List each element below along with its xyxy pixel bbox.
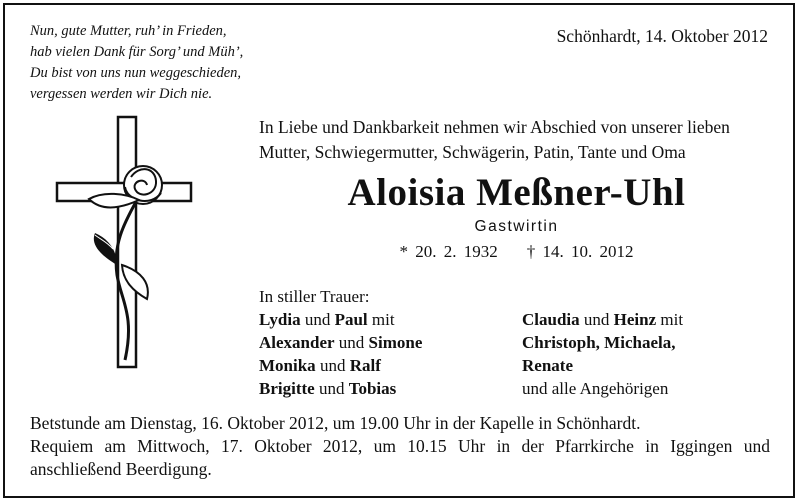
mourner-line: Claudia und Heinz mit bbox=[522, 310, 684, 329]
intro-line: In Liebe und Dankbarkeit nehmen wir Abschied von unserer lieben bbox=[259, 117, 730, 137]
mourners-right bbox=[522, 308, 683, 400]
poem-line: Du bist von uns nun weggeschieden, bbox=[30, 65, 242, 81]
mourning-intro: In stiller Trauer: bbox=[259, 287, 370, 306]
life-dates: * 20. 2. 1932 † 14. 10. 2012 bbox=[399, 242, 634, 261]
poem bbox=[30, 21, 243, 105]
mourner-line: Brigitte und Tobias bbox=[259, 379, 397, 398]
poem-line: hab vielen Dank für Sorg’ und Müh’, bbox=[30, 44, 244, 60]
mourner-line: Alexander und Simone bbox=[259, 333, 423, 352]
mourners-left bbox=[259, 285, 422, 400]
cross-with-rose-icon bbox=[55, 115, 215, 375]
footer-line: Betstunde am Dienstag, 16. Oktober 2012, um 19.00 Uhr in der Kapelle in Schönhardt. bbox=[30, 413, 641, 433]
intro-line: Mutter, Schwiegermutter, Schwägerin, Patin, Tante und Oma bbox=[259, 142, 686, 162]
mourner-line: Lydia und Paul mit bbox=[259, 310, 395, 329]
mourner-line: Renate bbox=[522, 356, 573, 375]
service-info bbox=[30, 412, 770, 481]
poem-line: vergessen werden wir Dich nie. bbox=[30, 86, 213, 102]
footer-line: Requiem am Mittwoch, 17. Oktober 2012, um 10.15 Uhr in der Pfarrkirche in Iggingen und bbox=[30, 436, 770, 456]
footer-line: anschließend Beerdigung. bbox=[30, 459, 212, 479]
intro-text bbox=[259, 115, 730, 165]
occupation: Gastwirtin bbox=[474, 218, 559, 235]
mourner-line: und alle Angehörigen bbox=[522, 379, 669, 398]
mourner-line: Monika und Ralf bbox=[259, 356, 381, 375]
place-date: Schönhardt, 14. Oktober 2012 bbox=[556, 26, 768, 46]
poem-line: Nun, gute Mutter, ruh’ in Frieden, bbox=[30, 23, 227, 39]
mourner-line: Christoph, Michaela, bbox=[522, 333, 676, 352]
deceased-name: Aloisia Meßner-Uhl bbox=[347, 171, 686, 214]
